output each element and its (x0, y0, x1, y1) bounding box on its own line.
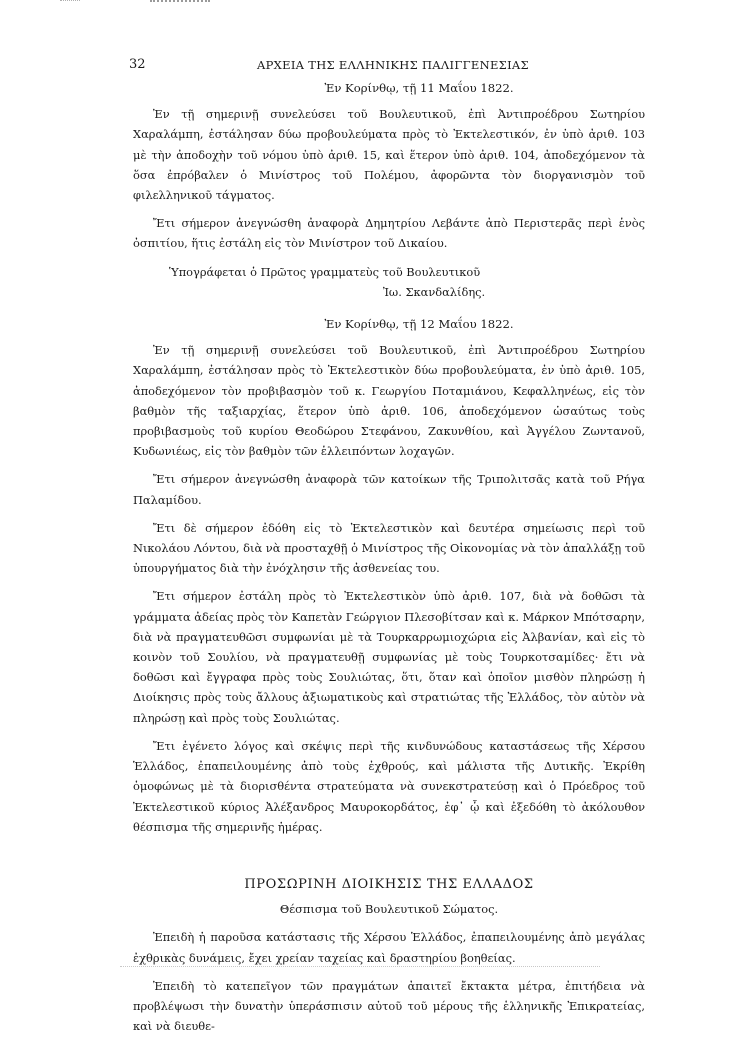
page-number: 32 (129, 57, 146, 72)
paragraph: Ἐν τῇ σημερινῇ συνελεύσει τοῦ Βουλευτικοῦ, ἐπὶ Ἀντιπροέδρου Σωτηρίου Χαραλάμπη, ἐστάλησαν δύω προβουλεύματα πρὸς τὸ Ἐκτελεστικόν, ἐν ὑπὸ ἀριθ. 103 μὲ τὴν ἀποδοχὴν τοῦ νόμου ὑπὸ ἀριθ. 15, καὶ ἕτερον ὑπὸ ἀριθ. 104, ἀποδεχόμενον τὰ ὅσα ἐπρόβαλεν ὁ Μινίστρος τοῦ Πολέμου, ἀφορῶντα τὸν διοργανισμὸν τοῦ φιλελληνικοῦ τάγματος. (133, 107, 645, 203)
paragraph: Ἔτι σήμερον ἐστάλη πρὸς τὸ Ἐκτελεστικὸν ὑπὸ ἀριθ. 107, διὰ νὰ δοθῶσι τὰ γράμματα ἀδείας πρὸς τὸν Καπετὰν Γεώργιον Πλεσοβίτσαν καὶ κ. Μάρκον Μπότσαρην, διὰ νὰ πραγματευθῶσι συμφωνίαι μὲ τὰ Τουρκαρρωμιοχώρια εἰς Ἀλβανίαν, καὶ εἰς τὸ κοινὸν τοῦ Σουλίου, νὰ πραγματευθῇ συμφωνίας μὲ τοὺς Τουρκοτσαμίδες· ἔτι νὰ δοθῶσι καὶ ἔγγραφα πρὸς τοὺς Σουλιώτας, ὅτι, ὅταν καὶ ὁποῖον μισθὸν πληρώσῃ ἡ Διοίκησις πρὸς τοὺς ἄλλους ἀξιωματικοὺς καὶ στρατιώτας τῆς Ἑλλάδος, τὸν αὐτὸν νὰ πληρώσῃ καὶ πρὸς τοὺς Σουλιώτας. (133, 589, 645, 725)
scan-speck (60, 0, 80, 4)
document-body (133, 78, 645, 1044)
page-header (129, 57, 649, 73)
dateline: Ἐν Κορίνθῳ, τῇ 11 Μαΐου 1822. (324, 81, 514, 95)
paragraph: Ἐπειδὴ ἡ παροῦσα κατάστασις τῆς Χέρσου Ἑλλάδος, ἐπαπειλουμένης ἀπὸ μεγάλας ἐχθρικὰς δυνάμεις, ἔχει χρείαν ταχείας καὶ δραστηρίου βοηθείας. (133, 930, 645, 965)
section-subtitle: Θέσπισμα τοῦ Βουλευτικοῦ Σώματος. (279, 902, 499, 917)
running-title: ΑΡΧΕΙΑ ΤΗΣ ΕΛΛΗΝΙΚΗΣ ΠΑΛΙΓΓΕΝΕΣΙΑΣ (257, 58, 529, 72)
paragraph: Ἐν τῇ σημερινῇ συνελεύσει τοῦ Βουλευτικοῦ, ἐπὶ Ἀντιπροέδρου Σωτηρίου Χαραλάμπη, ἐστάλησαν πρὸς τὸ Ἐκτελεστικὸν δύω προβουλεύματα, ἐν ὑπὸ ἀριθ. 105, ἀποδεχόμενον τὸν προβιβασμὸν τοῦ κ. Γεωργίου Ποταμιάνου, Κεφαλληνέως, εἰς τὸν βαθμὸν τῆς ταξιαρχίας, ἕτερον ὑπὸ ἀριθ. 106, ἀποδεχόμενον ὡσαύτως τοὺς προβιβασμοὺς τοῦ κυρίου Θεοδώρου Στεφάνου, Ζακυνθίου, καὶ Ἀγγέλου Ζωντανοῦ, Κυδωνιέως, εἰς τὸν βαθμὸν τῶν ἑλλειπόντων λοχαγῶν. (133, 343, 645, 459)
paragraph: Ἔτι σήμερον ἀνεγνώσθη ἀναφορὰ Δημητρίου Λεβάντε ἀπὸ Περιστερᾶς περὶ ἑνὸς ὀσπιτίου, ἥτις ἐστάλη εἰς τὸν Μινίστρον τοῦ Δικαίου. (133, 216, 645, 251)
paragraph: Ἔτι σήμερον ἀνεγνώσθη ἀναφορὰ τῶν κατοίκων τῆς Τριπολιτσᾶς κατὰ τοῦ Ρήγα Παλαμίδου. (133, 472, 645, 507)
section-title: ΠΡΟΣΩΡΙΝΗ ΔΙΟΙΚΗΣΙΣ ΤΗΣ ΕΛΛΑΔΟΣ (244, 876, 534, 892)
paragraph: Ἔτι δὲ σήμερον ἐδόθη εἰς τὸ Ἐκτελεστικὸν καὶ δευτέρα σημείωσις περὶ τοῦ Νικολάου Λόντου, διὰ νὰ προσταχθῇ ὁ Μινίστρος τῆς Οἰκονομίας νὰ τὸν ἀπαλλάξῃ τοῦ ὑπουργήματος διὰ τὴν ἐνόχλησιν τῆς ἀσθενείας του. (133, 520, 645, 576)
paragraph: Ἐπειδὴ τὸ κατεπεῖγον τῶν πραγμάτων ἀπαιτεῖ ἔκτακτα μέτρα, ἐπιτήδεια νὰ προβλέψωσι τὴν δυνατὴν ὑπεράσπισιν αὐτοῦ τοῦ μέρους τῆς ἑλληνικῆς Ἐπικρατείας, καὶ νὰ διευθε- (133, 978, 645, 1034)
dateline: Ἐν Κορίνθῳ, τῇ 12 Μαΐου 1822. (324, 317, 514, 332)
paragraph: Ἔτι ἐγένετο λόγος καὶ σκέψις περὶ τῆς κινδυνώδους καταστάσεως τῆς Χέρσου Ἑλλάδος, ἐπαπειλουμένης ἀπὸ τοὺς ἐχθρούς, καὶ μάλιστα τῆς Δυτικῆς. Ἐκρίθη ὁμοφώνως μὲ τὰ διορισθέντα στρατεύματα νὰ συνεκστρατεύσῃ καὶ ὁ Πρόεδρος τοῦ Ἐκτελεστικοῦ κύριος Ἀλέξανδρος Μαυροκορδάτος, ἐφ᾽ ᾧ καὶ ἐξεδόθη τὸ ἀκόλουθον θέσπισμα τῆς σημερινῆς ἡμέρας. (133, 738, 645, 834)
scan-speck (120, 966, 600, 967)
signature-title: Ὑπογράφεται ὁ Πρῶτος γραμματεὺς τοῦ Βουλευτικοῦ (169, 264, 481, 279)
signature-name: Ἰω. Σκανδαλίδης. (383, 284, 486, 299)
signature-block (133, 262, 645, 302)
scan-speck (150, 0, 210, 6)
